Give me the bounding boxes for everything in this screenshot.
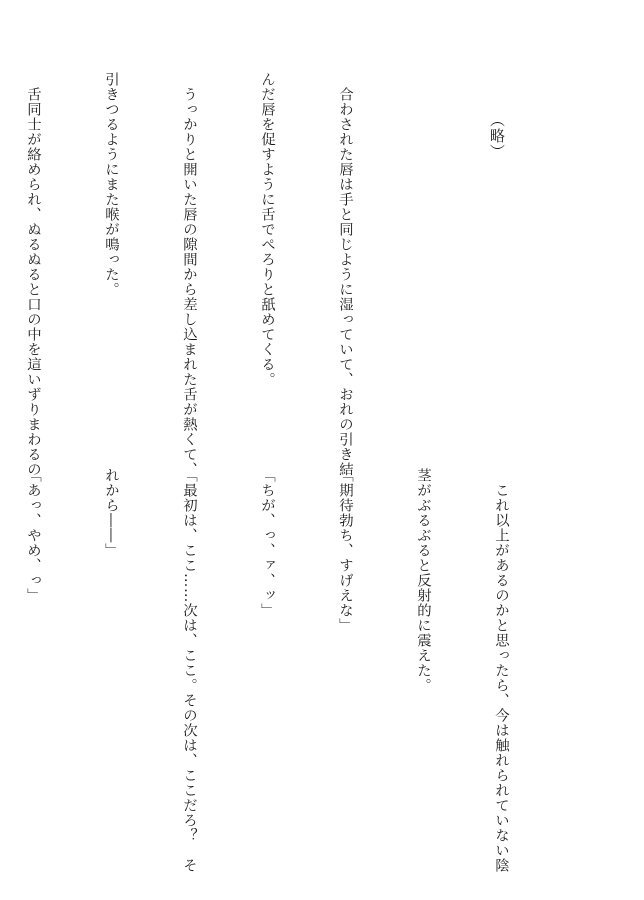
- text-line: うっかりと開いた唇の隙間から差し込まれた舌が熱くて、: [181, 72, 197, 477]
- text-line: 引きつるようにまた喉が鳴った。: [103, 72, 119, 297]
- top-text-block: [0, 72, 566, 477]
- text-line: 「最初は、ここ……次は、ここ。その次は、ここだろ？ そ: [181, 468, 197, 873]
- text-line: 舌同士が絡められ、ぬるぬると口の中を這いずりまわるの: [25, 72, 41, 477]
- text-line: 茎がぶるぶると反射的に震えた。: [415, 468, 431, 693]
- text-line: [410, 72, 436, 432]
- bottom-text-block: [0, 468, 566, 873]
- text-line: んだ唇を促すように舌でぺろりと舐めてくる。: [259, 72, 275, 387]
- text-line: 合わされた唇は手と同じように湿っていて、おれの引き結: [337, 72, 353, 477]
- text-line: 「期待勃ち、すげえな」: [337, 468, 353, 633]
- text-line: [488, 72, 514, 432]
- text-line: これ以上があるのかと思ったら、今は触れられていない陰: [493, 468, 509, 873]
- text-line: 「ちが、っ、ァ、ッ」: [259, 468, 275, 618]
- omitted-heading: （略）: [488, 112, 506, 160]
- text-line: れから――」: [103, 468, 119, 558]
- text-line: 「あっ、やめ、っ」: [25, 468, 41, 603]
